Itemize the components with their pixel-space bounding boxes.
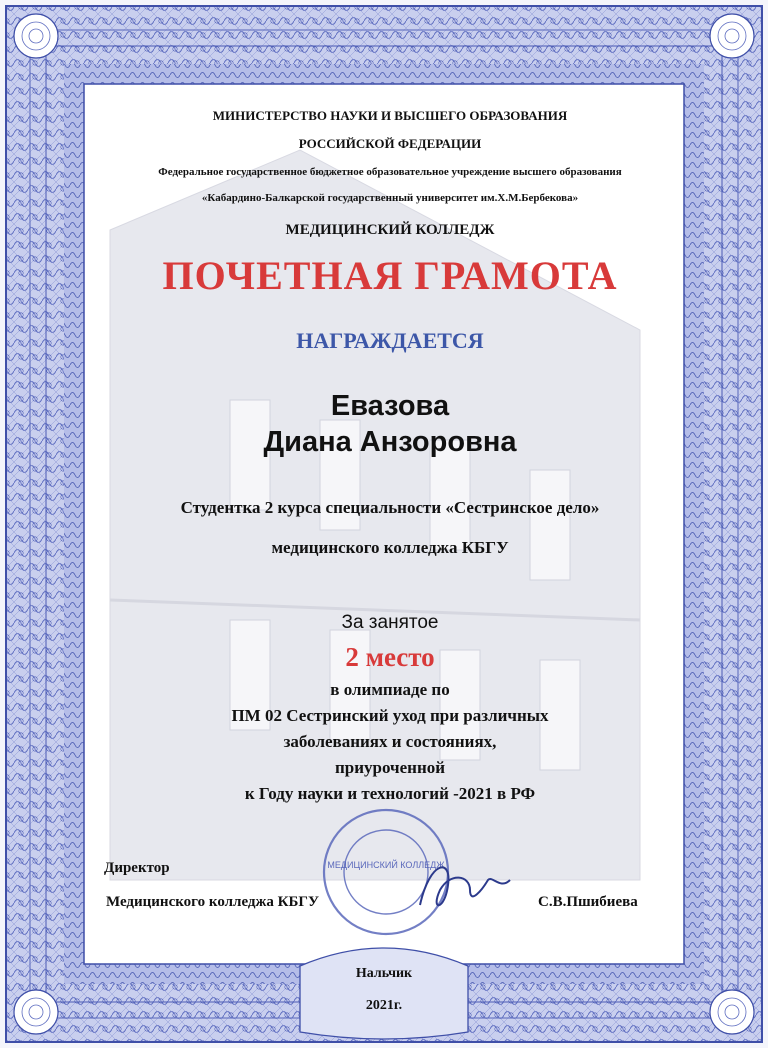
for-text: За занятое [341, 612, 439, 633]
recipient-surname: Евазова [330, 390, 450, 422]
institution-line-1: Федеральное государственное бюджетное образовательное учреждение высшего образования [158, 166, 622, 178]
college-line: медицинского колледжа КБГУ [271, 538, 509, 557]
ministry-line-1: МИНИСТЕРСТВО НАУКИ И ВЫСШЕГО ОБРАЗОВАНИЯ [212, 108, 568, 123]
olympiad-line-4: приуроченной [334, 758, 446, 777]
year: 2021г. [365, 998, 403, 1013]
director-name: С.В.Пшибиева [538, 894, 638, 910]
director-title: Директор [104, 860, 170, 876]
student-line: Студентка 2 курса специальности «Сестринское дело» [180, 498, 600, 517]
olympiad-line-3: заболеваниях и состояниях, [283, 732, 497, 751]
place-awarded: 2 место [345, 642, 435, 672]
olympiad-line-5: к Году науки и технологий -2021 в РФ [244, 784, 536, 803]
director-organization: Медицинского колледжа КБГУ [106, 894, 319, 910]
city: Нальчик [355, 966, 413, 981]
olympiad-line-2: ПМ 02 Сестринский уход при различных [231, 706, 549, 725]
institution-line-2: «Кабардино-Балкарской государственный университет им.Х.М.Бербекова» [201, 192, 579, 204]
olympiad-line-1: в олимпиаде по [330, 680, 450, 699]
college-name: МЕДИЦИНСКИЙ КОЛЛЕДЖ [285, 222, 495, 238]
certificate-title: ПОЧЕТНАЯ ГРАМОТА [162, 253, 618, 298]
stamp-label: МЕДИЦИНСКИЙ КОЛЛЕДЖ [327, 860, 445, 870]
certificate-content [100, 100, 680, 1020]
ministry-line-2: РОССИЙСКОЙ ФЕДЕРАЦИИ [298, 136, 482, 151]
recipient-given-names: Диана Анзоровна [263, 426, 517, 458]
awarded-label: НАГРАЖДАЕТСЯ [296, 328, 484, 353]
